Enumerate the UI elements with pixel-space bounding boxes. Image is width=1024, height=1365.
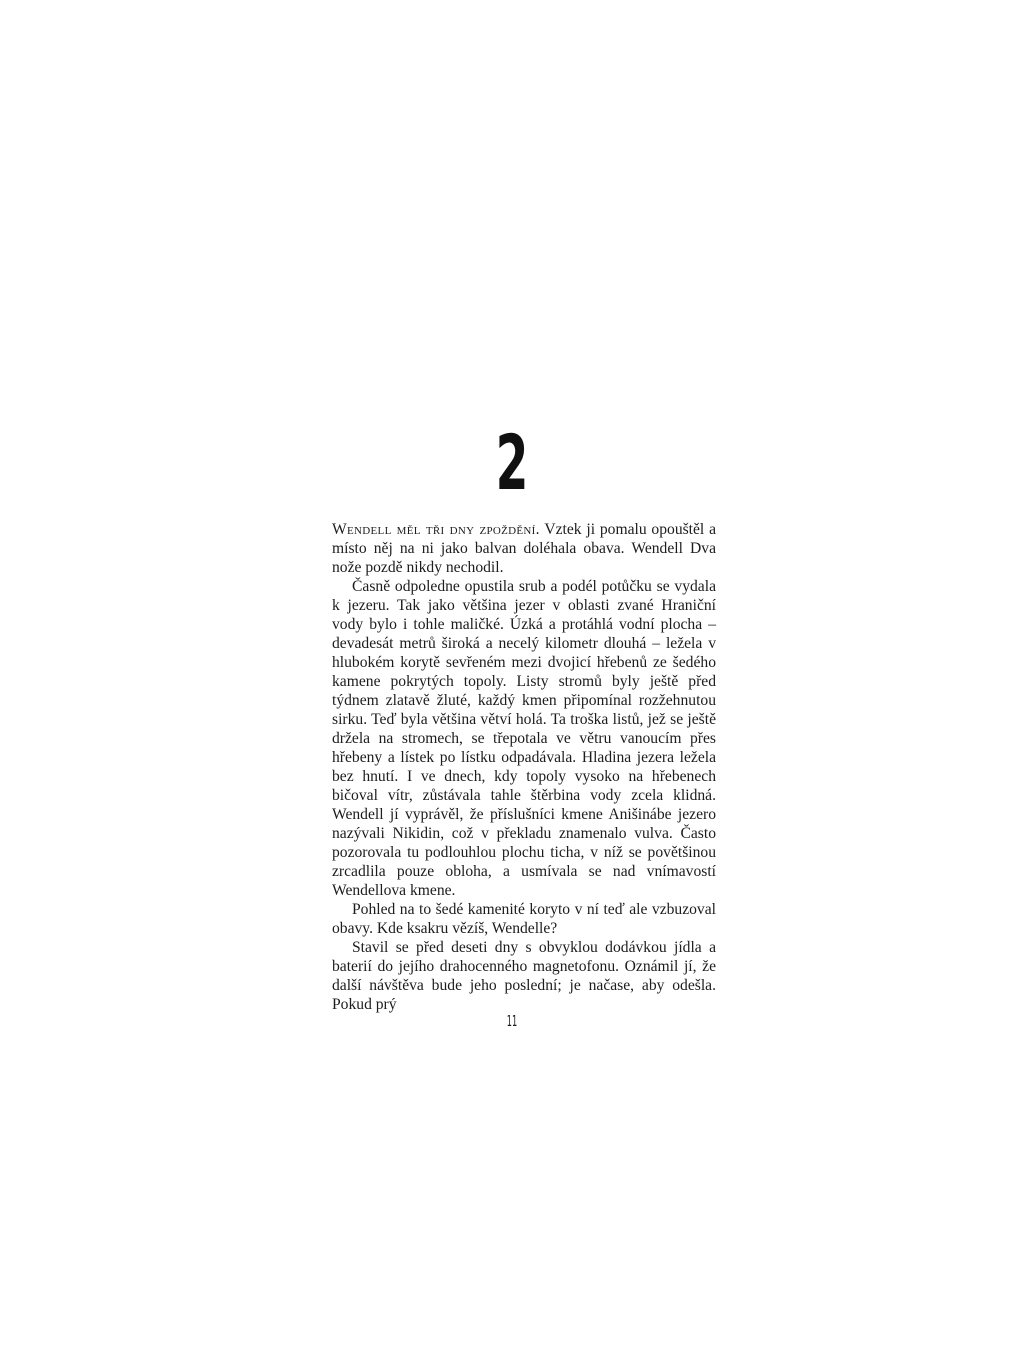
opening-text: Vztek ji pomalu opouštěl a místo něj na ni jako balvan doléhala obava. Wendell Dva nože pozdě nikdy nechodil. [332, 521, 716, 576]
chapter-number: 2 [495, 418, 529, 507]
paragraph: Pohled na to šedé kamenité koryto v ní teď ale vzbuzoval obavy. Kde ksakru vězíš, Wendelle? [332, 901, 716, 937]
opening-smallcaps: Wendell měl tři dny zpoždění. [332, 521, 540, 538]
opening-paragraph [332, 520, 716, 577]
paragraph: Stavil se před deseti dny s obvyklou dodávkou jídla a baterií do jejího drahocenného magnetofonu. Oznámil jí, že další návštěva bude jeho poslední; je načase, aby odešla. Pokud prý [332, 939, 716, 1013]
chapter-text [332, 520, 716, 1014]
page-number: 11 [506, 1012, 518, 1030]
paragraph: Časně odpoledne opustila srub a podél potůčku se vydala k jezeru. Tak jako většina jezer v oblasti zvané Hraniční vody bylo i tohle maličké. Úzká a protáhlá vodní plocha – devadesát metrů široká a necelý kilometr dlouhá – ležela v hlubokém korytě sevřeném mezi dvojicí hřebenů ze šedého kamene pokrytých topoly. Listy stromů byly ještě před týdnem zlatavě žluté, každý kmen připomínal rozžehnutou sirku. Teď byla většina větví holá. Ta troška listů, jež se ještě držela na stromech, se třepotala ve větru vanoucím přes hřebeny a lístek po lístku odpadávala. Hladina jezera ležela bez hnutí. I ve dnech, kdy topoly vysoko na hřebenech bičoval vítr, zůstávala tahle štěrbina vody zcela klidná. Wendell jí vyprávěl, že příslušníci kmene Anišinábe jezero nazývali Nikidin, což v překladu znamenalo vulva. Často pozorovala tu podlouhlou plochu ticha, v níž se povětšinou zrcadlila pouze obloha, a usmívala se nad vnímavostí Wendellova kmene. [332, 578, 716, 899]
